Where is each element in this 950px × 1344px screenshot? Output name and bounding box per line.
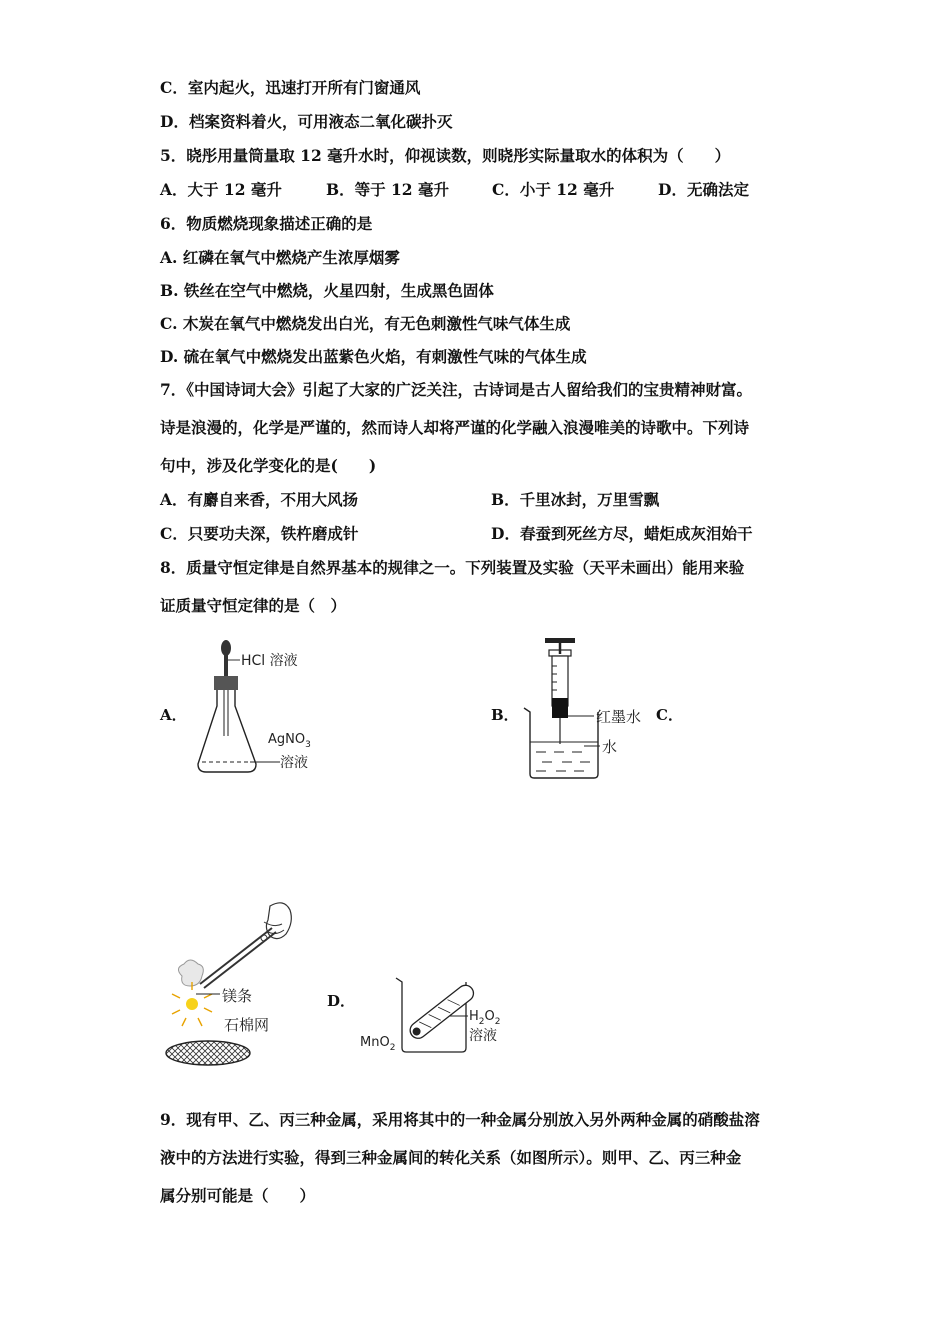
fig-d-h2o2-sub1: 2 <box>478 1017 485 1027</box>
q5-option-a: A．大于 12 毫升 <box>160 180 282 199</box>
fig-d-solution-label: 溶液 <box>469 1028 497 1044</box>
smoke <box>178 960 203 986</box>
fig-c-strip-label: 镁条 <box>222 987 253 1005</box>
fig-d-h2o2-o: O <box>484 1009 495 1024</box>
fig-b-water-label: 水 <box>602 738 618 756</box>
flame <box>186 998 198 1010</box>
red-ink-plug <box>552 698 568 718</box>
fig-c-gauze-label: 石棉网 <box>224 1016 270 1034</box>
svg-text:MnO2 <box>360 1035 395 1053</box>
svg-text:H2O2 <box>469 1009 500 1027</box>
q7-option-d: D．春蚕到死丝方尽，蜡炬成灰泪始干 <box>491 524 753 543</box>
fig-d-mno2-label: MnO <box>360 1035 390 1050</box>
q9-stem-line3: 属分别可能是（ ） <box>160 1186 316 1205</box>
q7-option-c: C．只要功夫深，铁杵磨成针 <box>160 524 359 543</box>
q6-option-b: B. 铁丝在空气中燃烧，火星四射，生成黑色固体 <box>160 281 494 300</box>
fig-a-agno3-label: AgNO <box>268 732 306 747</box>
q7-stem-line1: 7．《中国诗词大会》引起了大家的广泛关注，古诗词是古人留给我们的宝贵精神财富。 <box>160 380 753 399</box>
figure-d-test-tube <box>358 970 518 1060</box>
flask-stopper <box>214 676 238 690</box>
q7-option-a: A．有麝自来香，不用大风扬 <box>160 490 359 509</box>
q8-label-a: A． <box>160 706 187 724</box>
q6-option-d: D. 硫在氧气中燃烧发出蓝紫色火焰，有刺激性气味的气体生成 <box>160 347 587 366</box>
q9-stem-line1: 9．现有甲、乙、丙三种金属，采用将其中的一种金属分别放入另外两种金属的硝酸盐溶 <box>160 1110 760 1129</box>
q4-option-d: D．档案资料着火，可用液态二氧化碳扑灭 <box>160 112 453 131</box>
q5-option-c: C．小于 12 毫升 <box>492 180 615 199</box>
q8-label-d: D． <box>327 992 356 1010</box>
fig-a-solution-label: 溶液 <box>280 755 308 771</box>
beaker <box>524 708 598 778</box>
q9-stem-line2: 液中的方法进行实验，得到三种金属间的转化关系（如图所示）。则甲、乙、丙三种金 <box>160 1148 742 1167</box>
q8-label-b: B． <box>491 706 519 724</box>
q5-stem: 5．晓彤用量筒量取 12 毫升水时，仰视读数，则晓彤实际量取水的体积为（ ） <box>160 146 731 165</box>
fig-d-h2o2-h: H <box>469 1009 479 1024</box>
figure-c-magnesium <box>160 898 310 1070</box>
q6-stem: 6．物质燃烧现象描述正确的是 <box>160 214 373 233</box>
q5-option-d: D．无确法定 <box>658 180 749 199</box>
fig-b-red-ink-label: 红墨水 <box>596 708 642 726</box>
q8-label-c: C． <box>656 706 683 724</box>
q7-option-b: B．千里冰封，万里雪飘 <box>491 490 660 509</box>
q6-option-c: C. 木炭在氧气中燃烧发出白光，有无色刺激性气味气体生成 <box>160 314 571 333</box>
q8-stem-line1: 8．质量守恒定律是自然界基本的规律之一。下列装置及实验（天平未画出）能用来验 <box>160 558 745 577</box>
q6-option-a: A. 红磷在氧气中燃烧产生浓厚烟雾 <box>160 248 400 267</box>
q7-stem-line2: 诗是浪漫的，化学是严谨的，然而诗人却将严谨的化学融入浪漫唯美的诗歌中。下列诗 <box>160 418 750 437</box>
figure-a-flask <box>190 636 330 778</box>
q8-stem-line2: 证质量守恒定律的是（ ） <box>160 596 347 615</box>
q7-stem-line3: 句中，涉及化学变化的是( ) <box>160 456 377 475</box>
fig-d-mno2-sub: 2 <box>389 1043 396 1053</box>
asbestos-gauze <box>166 1041 250 1065</box>
q4-option-c: C．室内起火，迅速打开所有门窗通风 <box>160 78 421 97</box>
q5-option-b: B．等于 12 毫升 <box>326 180 449 199</box>
fig-a-agno3-sub: 3 <box>305 740 311 750</box>
fig-d-h2o2-sub2: 2 <box>494 1017 501 1027</box>
dropper-bulb <box>221 640 231 656</box>
svg-text:AgNO3 <box>268 732 311 750</box>
fig-a-hcl-label: HCl 溶液 <box>241 653 298 669</box>
figure-b-syringe-beaker <box>512 636 662 782</box>
